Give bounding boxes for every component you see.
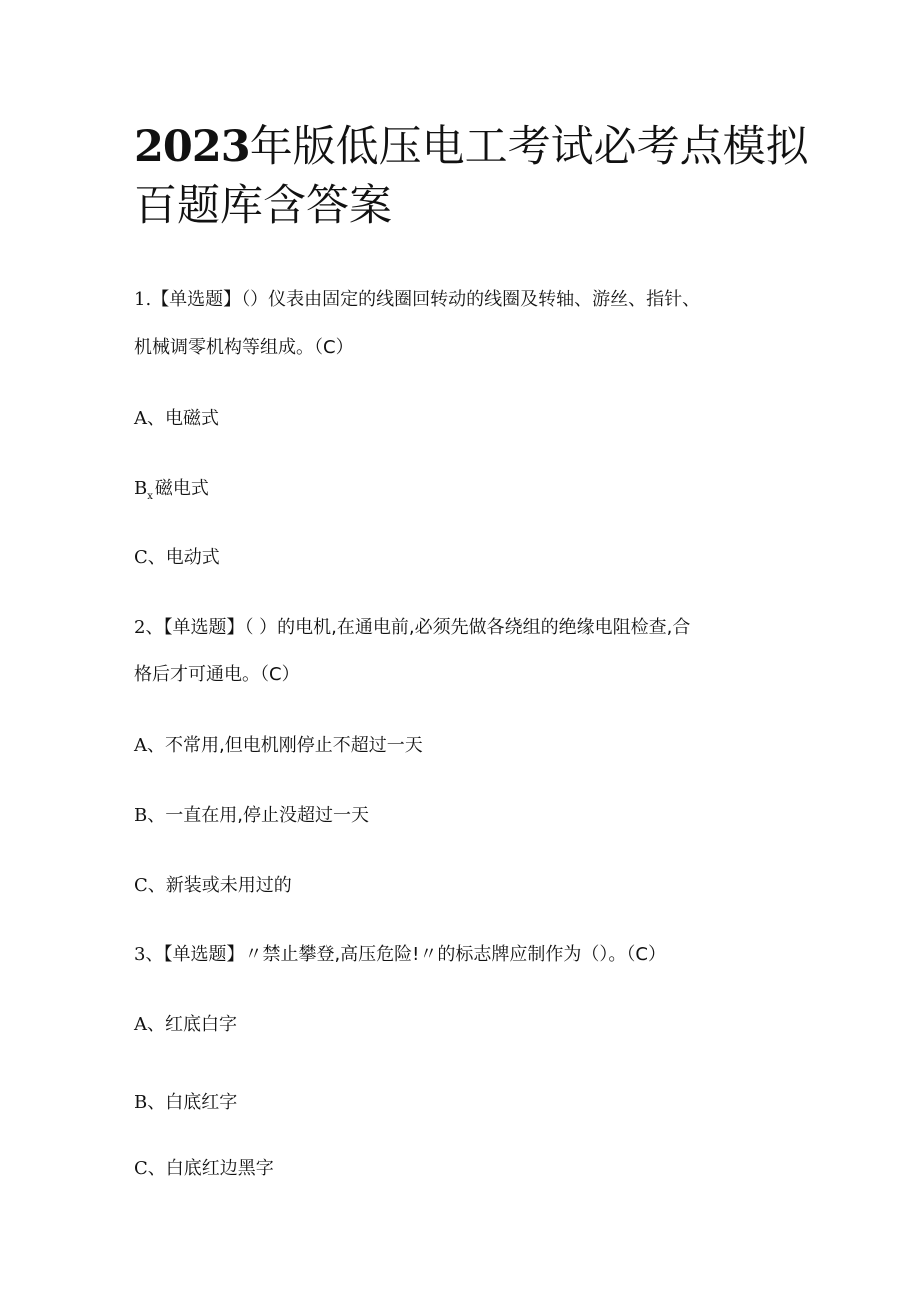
question-text: 〃禁止攀登,高压危险!〃的标志牌应制作为（）。（C） (244, 944, 666, 965)
question-text: 机械调零机构等组成。（C） (134, 337, 354, 358)
question-3-option-a (134, 1013, 237, 1037)
question-number: 2、 (134, 617, 164, 638)
option-letter: C、 (134, 875, 166, 896)
question-type: 【单选题】 (163, 617, 245, 638)
title-text: 年版低压电工考试必考点模拟 (249, 122, 809, 172)
question-type: 【单选题】 (151, 289, 242, 310)
question-1-option-a (134, 407, 219, 431)
document-title (134, 118, 814, 236)
question-1-stem-continued (134, 336, 354, 360)
option-text: 白底红边黑字 (165, 1158, 274, 1179)
option-text: 红底白字 (165, 1014, 237, 1035)
option-letter: C、 (134, 1158, 166, 1179)
question-text: 格后才可通电。（C） (134, 664, 300, 685)
question-1-option-c (134, 546, 220, 570)
question-2-stem-continued (134, 663, 300, 687)
question-type: 【单选题】 (163, 944, 245, 965)
option-letter: B (134, 478, 148, 499)
question-text: （）仪表由固定的线圈回转动的线圈及转轴、游丝、指针、 (241, 289, 701, 310)
question-2-option-a (134, 734, 423, 758)
option-letter: B、 (134, 1092, 166, 1113)
option-text: 新装或未用过的 (165, 875, 292, 896)
option-letter: C、 (134, 547, 166, 568)
question-3-option-b (134, 1091, 237, 1115)
question-3-stem (134, 943, 666, 967)
option-letter: A、 (134, 1014, 165, 1035)
title-text-line2: 百题库含答案 (134, 181, 392, 231)
option-text: 一直在用,停止没超过一天 (165, 805, 369, 826)
question-number: 3、 (134, 944, 164, 965)
question-2-option-c (134, 874, 292, 898)
option-letter: A、 (134, 408, 165, 429)
title-year: 2023 (134, 122, 250, 172)
option-text: 电磁式 (165, 408, 219, 429)
option-text: 不常用,但电机刚停止不超过一天 (165, 735, 423, 756)
option-text: 电动式 (165, 547, 220, 568)
question-1-option-b (134, 477, 209, 509)
option-text: 白底红字 (165, 1092, 238, 1113)
question-2-option-b (134, 804, 369, 828)
question-number: 1. (134, 289, 152, 310)
option-letter-subscript: x (147, 491, 153, 502)
option-letter: A、 (134, 735, 165, 756)
option-text: 磁电式 (154, 478, 209, 499)
option-letter: B、 (134, 805, 166, 826)
question-text: （ ）的电机,在通电前,必须先做各绕组的绝缘电阻检查,合 (244, 617, 691, 638)
question-2-stem (134, 616, 690, 640)
question-1-stem (134, 288, 700, 312)
question-3-option-c (134, 1157, 274, 1181)
